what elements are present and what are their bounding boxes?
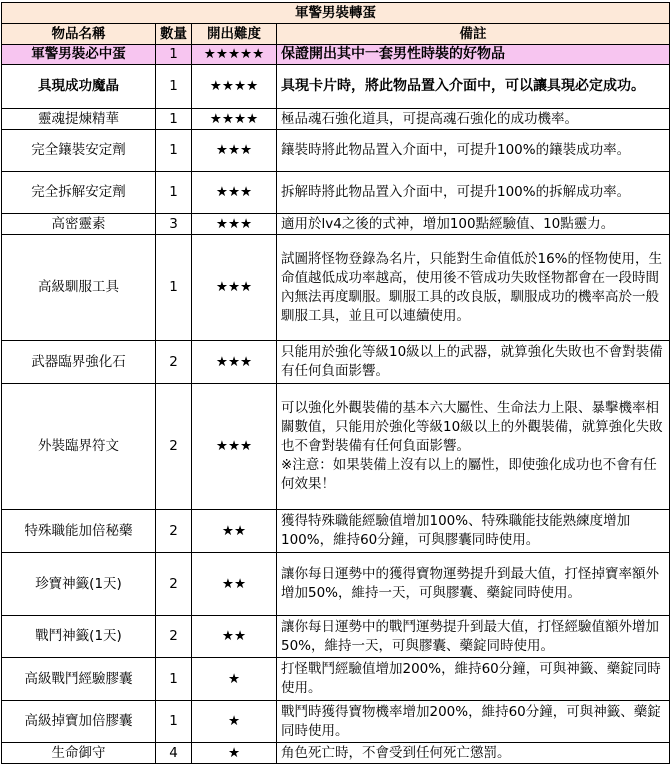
item-note: 拆解時將此物品置入介面中，可提升100%的拆解成功率。	[277, 172, 670, 214]
item-name: 具現成功魔晶	[2, 65, 156, 109]
item-stars: ★★★	[192, 341, 277, 384]
header-difficulty: 開出難度	[192, 24, 277, 45]
table-row	[2, 743, 670, 764]
header-qty: 數量	[156, 24, 192, 45]
table-header-row	[2, 24, 670, 45]
item-qty: 3	[156, 214, 192, 235]
item-stars: ★	[192, 743, 277, 764]
item-name: 高級戰鬥經驗膠囊	[2, 658, 156, 701]
item-name: 珍寶神籤(1天)	[2, 553, 156, 616]
item-name: 戰鬥神籤(1天)	[2, 616, 156, 658]
header-name: 物品名稱	[2, 24, 156, 45]
item-stars: ★	[192, 658, 277, 701]
item-stars: ★★★★★	[192, 45, 277, 65]
item-qty: 2	[156, 384, 192, 510]
gacha-table	[1, 2, 670, 764]
item-qty: 1	[156, 130, 192, 172]
item-name: 高級掉寶加倍膠囊	[2, 701, 156, 743]
item-note: 適用於lv4之後的式神，增加100點經驗值、10點靈力。	[277, 214, 670, 235]
item-name: 完全拆解安定劑	[2, 172, 156, 214]
item-qty: 1	[156, 65, 192, 109]
table-row	[2, 341, 670, 384]
item-note: 試圖將怪物登錄為名片，只能對生命值低於16%的怪物使用，生命值越低成功率越高，使用後不管成功失敗怪物都會在一段時間內無法再度馴服。馴服工具的改良版，馴服成功的機率高於一般馴服工具，並且可以連續使用。	[277, 235, 670, 341]
item-note: 保證開出其中一套男性時裝的好物品	[277, 45, 670, 65]
item-stars: ★★★	[192, 235, 277, 341]
item-qty: 1	[156, 109, 192, 130]
item-name: 高級馴服工具	[2, 235, 156, 341]
item-note: 可以強化外觀裝備的基本六大屬性、生命法力上限、暴擊機率相關數值，只能用於強化等級10級以上的外觀裝備，就算強化失敗也不會對裝備有任何負面影響。	[281, 400, 663, 454]
item-note: 只能用於強化等級10級以上的武器，就算強化失敗也不會對裝備有任何負面影響。	[277, 341, 670, 384]
table-row	[2, 45, 670, 65]
item-note-warning: ※注意：如果裝備上沒有以上的屬性，即使強化成功也不會有任何效果！	[281, 457, 657, 492]
item-name: 軍警男裝必中蛋	[2, 45, 156, 65]
item-qty: 2	[156, 616, 192, 658]
item-note: 角色死亡時，不會受到任何死亡懲罰。	[277, 743, 670, 764]
item-qty: 1	[156, 701, 192, 743]
item-name: 武器臨界強化石	[2, 341, 156, 384]
item-qty: 2	[156, 510, 192, 553]
item-note: 極品魂石強化道具，可提高魂石強化的成功機率。	[277, 109, 670, 130]
item-note: 戰鬥時獲得寶物機率增加200%，維持60分鐘，可與神籤、藥錠同時使用。	[277, 701, 670, 743]
item-name: 生命御守	[2, 743, 156, 764]
table-row	[2, 65, 670, 109]
item-note: 讓你每日運勢中的獲得寶物運勢提升到最大值，打怪掉寶率額外增加50%，維持一天，可與膠囊、藥錠同時使用。	[277, 553, 670, 616]
item-qty: 1	[156, 658, 192, 701]
table-row	[2, 658, 670, 701]
item-name: 特殊職能加倍秘藥	[2, 510, 156, 553]
table-row	[2, 553, 670, 616]
item-qty: 1	[156, 45, 192, 65]
item-name: 高密靈素	[2, 214, 156, 235]
item-stars: ★★	[192, 616, 277, 658]
table-row	[2, 510, 670, 553]
table-row	[2, 701, 670, 743]
table-row	[2, 172, 670, 214]
item-qty: 2	[156, 553, 192, 616]
item-name: 靈魂提煉精華	[2, 109, 156, 130]
item-stars: ★	[192, 701, 277, 743]
item-name: 完全鑲裝安定劑	[2, 130, 156, 172]
header-note: 備註	[277, 24, 670, 45]
item-qty: 1	[156, 172, 192, 214]
item-stars: ★★★	[192, 172, 277, 214]
item-stars: ★★★★	[192, 109, 277, 130]
item-note-cell	[277, 384, 670, 510]
item-stars: ★★★	[192, 214, 277, 235]
item-qty: 2	[156, 341, 192, 384]
item-note: 具現卡片時，將此物品置入介面中，可以讓具現必定成功。	[277, 65, 670, 109]
table-row	[2, 384, 670, 510]
table-row	[2, 235, 670, 341]
item-stars: ★★	[192, 553, 277, 616]
table-row	[2, 130, 670, 172]
item-qty: 4	[156, 743, 192, 764]
item-stars: ★★	[192, 510, 277, 553]
item-qty: 1	[156, 235, 192, 341]
table-row	[2, 214, 670, 235]
table-row	[2, 109, 670, 130]
table-title-row	[2, 3, 670, 24]
item-stars: ★★★★	[192, 65, 277, 109]
item-note: 獲得特殊職能經驗值增加100%、特殊職能技能熟練度增加100%，維持60分鐘，可與膠囊同時使用。	[277, 510, 670, 553]
item-name: 外裝臨界符文	[2, 384, 156, 510]
item-stars: ★★★	[192, 384, 277, 510]
item-stars: ★★★	[192, 130, 277, 172]
table-title: 軍警男裝轉蛋	[2, 3, 670, 24]
item-note: 讓你每日運勢中的戰鬥運勢提升到最大值，打怪經驗值額外增加50%，維持一天，可與膠囊、藥錠同時使用。	[277, 616, 670, 658]
item-note: 打怪戰鬥經驗值增加200%，維持60分鐘，可與神籤、藥錠同時使用。	[277, 658, 670, 701]
table-row	[2, 616, 670, 658]
item-note: 鑲裝時將此物品置入介面中，可提升100%的鑲裝成功率。	[277, 130, 670, 172]
